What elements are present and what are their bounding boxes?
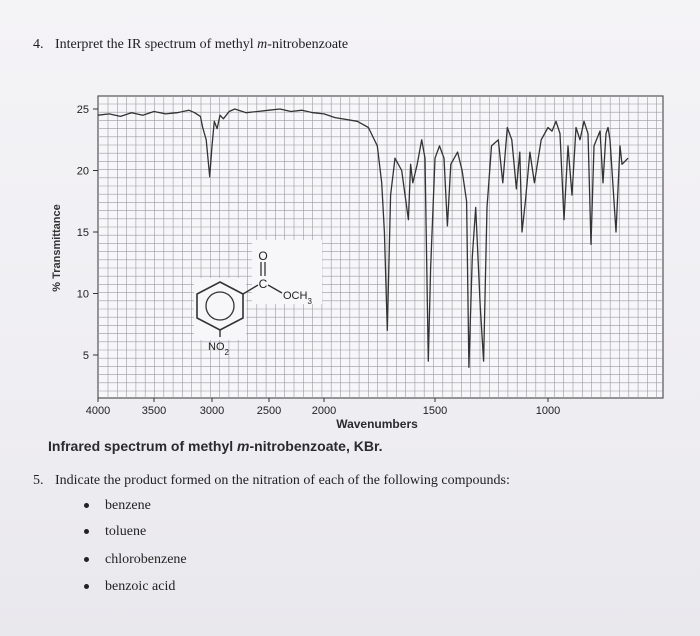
y-tick-label: 20 [76,165,89,178]
x-tick-label: 1500 [422,405,448,417]
bullet-icon [84,529,89,534]
bullet-icon [84,584,89,589]
x-tick-label: 4000 [85,405,111,417]
question-5-text: Indicate the product formed on the nitration of each of the following compounds: [55,473,510,488]
y-tick-label: 5 [82,350,89,362]
question-4-number: 4. [33,37,44,52]
y-tick-label: 15 [76,227,89,239]
carbonyl-carbon-label: C [258,277,268,291]
caption-italic: m [237,438,250,454]
option-item [84,579,175,595]
option-label: chlorobenzene [105,552,187,567]
x-tick-label: 3500 [141,405,167,417]
y-axis-label: % Transmittance [51,204,63,292]
figure-caption [48,438,383,454]
x-tick-label: 1000 [535,405,561,417]
option-item [84,524,146,540]
option-label: benzoic acid [105,579,176,594]
nitro-group-label: $NO_2$ [208,341,229,357]
x-tick-label: 2000 [311,405,337,417]
x-axis [86,398,560,417]
caption-part1: Infrared spectrum of methyl [48,438,238,454]
x-axis-label: Wavenumbers [336,417,418,431]
caption-part2: -nitrobenzoate, KBr. [249,438,383,454]
bullet-icon [84,557,89,562]
bullet-icon [84,503,89,508]
x-tick-label: 3000 [199,405,225,417]
y-tick-label: 10 [76,288,89,301]
option-item [84,498,151,514]
y-tick-label: 25 [76,104,89,116]
question-5-number: 5. [33,473,44,488]
option-item [84,552,187,568]
y-axis [77,104,98,362]
question-4-text-italic: m [257,37,268,52]
question-5 [33,473,510,489]
question-4-text-part2: -nitrobenzoate [267,37,349,52]
carbonyl-oxygen-label: O [258,249,268,263]
question-4-text-part1: Interpret the IR spectrum of methyl [55,37,258,52]
plot-background [98,96,663,398]
option-label: toluene [105,524,147,539]
ester-group-label: $OCH_3$ [283,290,312,306]
x-tick-label: 2500 [256,405,282,417]
option-label: benzene [105,498,151,513]
